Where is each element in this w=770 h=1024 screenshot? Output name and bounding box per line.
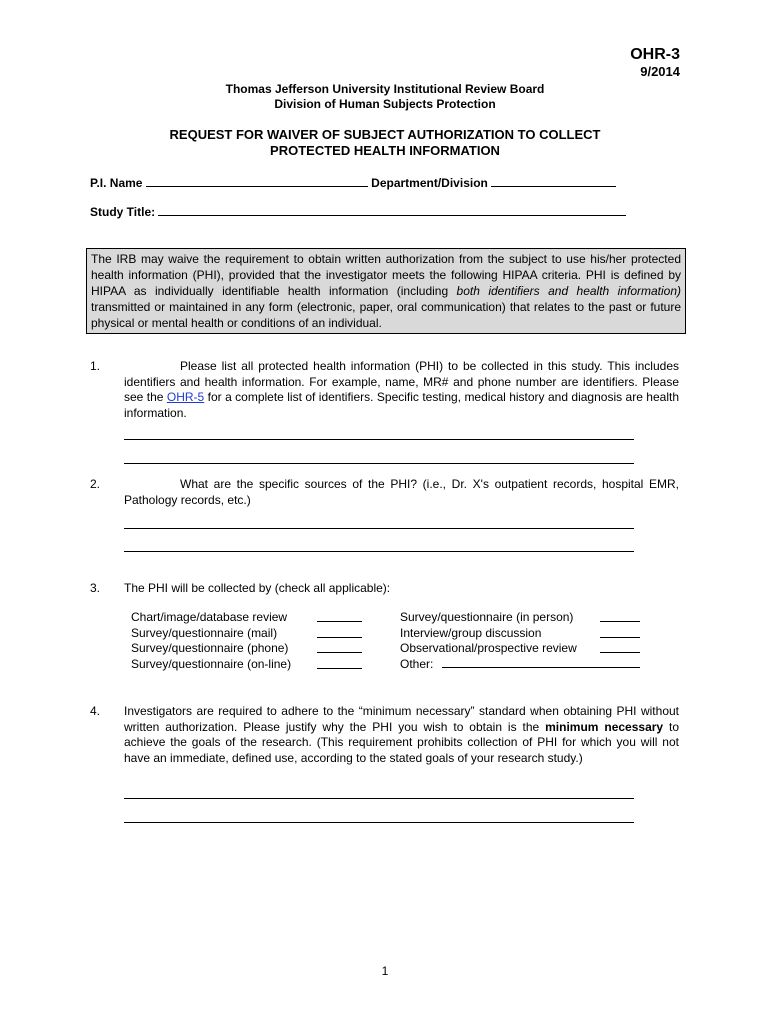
q3-check-blank[interactable]: [600, 611, 640, 622]
q3-option: Other:: [400, 656, 434, 671]
q3-blanks-right: [600, 610, 640, 657]
department-label: Department/Division: [371, 176, 488, 190]
q1-text: [124, 359, 679, 421]
q1-number: 1.: [90, 359, 101, 373]
q4-text: [124, 704, 679, 766]
q4-answer-line-1[interactable]: [124, 798, 634, 799]
pi-name-row: [90, 176, 616, 190]
q3-number: 3.: [90, 581, 101, 595]
q4-answer-line-2[interactable]: [124, 822, 634, 823]
q4-text-after-bold: to achieve the goals of the research. (This requirement prohibits collection of PHI for which you will not have an immediate, defined use, according to the stated goals of your research study.): [124, 719, 680, 765]
study-title-row: [90, 205, 626, 219]
q1-answer-line-2[interactable]: [124, 463, 634, 464]
q3-option: Observational/prospective review: [400, 641, 577, 655]
org-division: Division of Human Subjects Protection: [274, 97, 496, 111]
q2-answer-line-1[interactable]: [124, 528, 634, 529]
study-title-field[interactable]: [158, 205, 626, 216]
q2-number: 2.: [90, 477, 101, 491]
q3-check-blank[interactable]: [317, 642, 362, 653]
q1-answer-line-1[interactable]: [124, 439, 634, 440]
notice-text-italic: both identifiers and health information): [456, 284, 681, 298]
notice-text-2: transmitted or maintained in any form (electronic, paper, oral communication) that relates to the past or future physical or mental health or conditions of an individual.: [91, 300, 681, 330]
org-name: Thomas Jefferson University Institutional Review Board: [225, 82, 545, 96]
q3-other-wrap: [442, 656, 640, 672]
ohr5-link[interactable]: OHR-5: [166, 390, 205, 404]
q3-option: Chart/image/database review: [131, 610, 288, 624]
page-number: 1: [381, 964, 389, 978]
q4-number: 4.: [90, 704, 101, 718]
q3-other-field[interactable]: [442, 657, 640, 668]
q3-check-blank[interactable]: [600, 627, 640, 638]
pi-name-field[interactable]: [146, 176, 368, 187]
q3-option: Interview/group discussion: [400, 625, 542, 640]
department-field[interactable]: [491, 176, 616, 187]
form-date: 9/2014: [640, 64, 680, 79]
q2-question-text: What are the specific sources of the PHI? (i.e., Dr. X's outpatient records, hospital EMR, Pathology records, etc.): [124, 477, 679, 507]
notice-text-1: The IRB may waive the requirement to obtain written authorization from the subject to use his/her protected health information (PHI), provided that the investigator meets the following HIPAA criteria. PHI is defined by HIPAA as individually identifiable health information (including: [91, 252, 681, 298]
q3-blanks-left: [317, 610, 362, 672]
form-code: OHR-3: [630, 46, 680, 63]
q3-check-blank[interactable]: [317, 611, 362, 622]
q2-text: [124, 477, 679, 508]
q2-answer-line-2[interactable]: [124, 551, 634, 552]
q3-option: Survey/questionnaire (phone): [131, 641, 289, 655]
document-title-line1: REQUEST FOR WAIVER OF SUBJECT AUTHORIZATION TO COLLECT: [169, 127, 601, 142]
q3-check-blank[interactable]: [317, 627, 362, 638]
notice-box: [86, 248, 686, 334]
q3-option: Survey/questionnaire (on-line): [131, 656, 292, 671]
q3-check-blank[interactable]: [600, 642, 640, 653]
q1-text-before-link: Please list all protected health information (PHI) to be collected in this study. This includes identifiers and health information. For example, name, MR# and phone number are identifiers. Please see the: [124, 359, 679, 404]
study-title-label: Study Title:: [90, 205, 156, 219]
q4-text-before-bold: Investigators are required to adhere to the “minimum necessary” standard when obtaining PHI without written authorization. Please justify why the PHI you wish to obtain is the: [124, 704, 679, 734]
q4-text-bold: minimum necessary: [545, 719, 664, 734]
q3-option: Survey/questionnaire (mail): [131, 625, 278, 640]
q3-option: Survey/questionnaire (in person): [400, 610, 574, 624]
document-title-line2: PROTECTED HEALTH INFORMATION: [270, 143, 500, 158]
pi-name-label: P.I. Name: [90, 176, 143, 190]
q1-text-after-link: for a complete list of identifiers. Specific testing, medical history and diagnosis are health information.: [124, 390, 679, 420]
q3-text: The PHI will be collected by (check all applicable):: [124, 581, 391, 595]
q3-check-blank[interactable]: [317, 658, 362, 669]
q3-options-left: [131, 610, 291, 672]
